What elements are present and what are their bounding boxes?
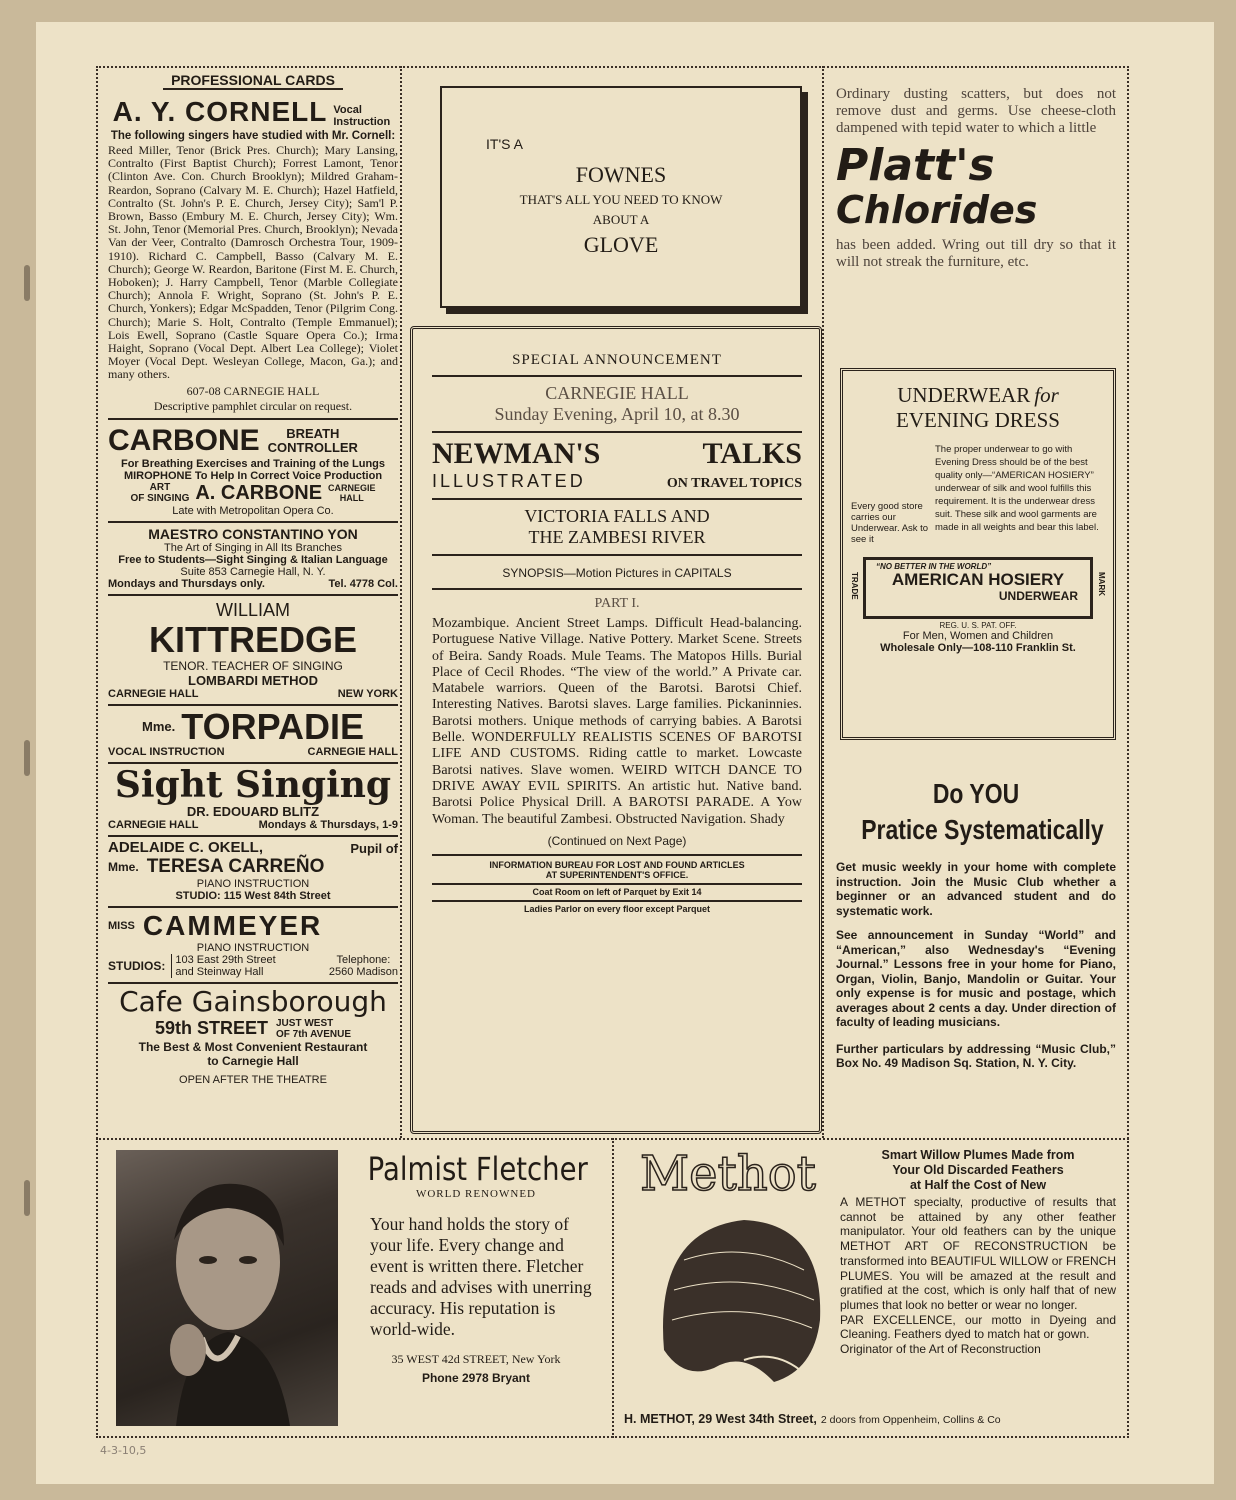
underwear-l2: Wholesale Only—108-110 Franklin St. [880, 642, 1076, 654]
cammeyer-prefix: MISS [108, 919, 135, 932]
right-column [836, 86, 1116, 271]
carbone-name2: A. CARBONE [195, 481, 323, 504]
cornell-note: Descriptive pamphlet circular on request. [153, 398, 353, 413]
fownes-l2: FOWNES [575, 162, 667, 187]
professional-cards-header: PROFESSIONAL CARDS [163, 72, 343, 90]
announce-t3: ILLUSTRATED [432, 471, 586, 491]
cornell-card [108, 96, 398, 414]
carbone-art1: ART [149, 482, 171, 494]
label-l1: “NO BETTER IN THE WORLD” [876, 562, 992, 571]
fletcher-sub: WORLD RENOWNED [415, 1188, 536, 1200]
announcement [432, 352, 802, 914]
cornell-name: A. Y. CORNELL [112, 96, 328, 127]
divider [432, 554, 802, 556]
sight-singing-card [108, 763, 398, 831]
carbone-line3: Late with Metropolitan Opera Co. [172, 504, 334, 517]
sight-l2b: Mondays & Thursdays, 1-9 [258, 818, 398, 831]
cafe-gainsborough-card [108, 986, 398, 1086]
platts-ad [836, 86, 1116, 271]
underwear-t1: UNDERWEAR [897, 383, 1031, 407]
cammeyer-a2: and Steinway Hall [175, 965, 264, 978]
cafe-just1: JUST WEST [276, 1017, 334, 1029]
cornell-address: 607-08 CARNEGIE HALL [186, 383, 320, 398]
announce-body: Mozambique. Ancient Street Lamps. Difficult Head-balancing. Portuguese Native Village. Native Pottery. Market Scene. Streets of Beira. Sandy Roads. Mule Teams. The Matopos Hills. Burial Place of Cecil Rhodes. “The view of the world.” A Private car. Matabele warriors. Queen of the Barotsi. Barotsi Chief. Interesting Natives. Barotsi slaves. Large families. Pickaninnies. Barotsi mothers. Unique methods of carrying babies. A Barotsi Belle. WONDERFULLY REALISTIS SCENES OF BAROTSI LIFE AND CUSTOMS. Riding cattle to market. Lowcaste Barotsi natives. Slave women. WEIRD WITCH DANCE TO DRIVE AWAY EVIL SPIRITS. An artistic hut. Native band. Barotsi Police Physical Drill. A BAROTSI PARADE. A Yow Woman. The beautiful Zambesi. Obstructed Navigation. Shady [432, 616, 802, 827]
underwear-t1b: for [1034, 383, 1059, 407]
torpadie-l1b: CARNEGIE HALL [307, 745, 398, 758]
announce-header: SPECIAL ANNOUNCEMENT [512, 352, 722, 368]
divider [432, 854, 802, 856]
cammeyer-t2: 2560 Madison [328, 965, 398, 978]
methot-logo: Methot [640, 1146, 816, 1202]
underwear-body: The proper underwear to go with Evening Dress should be of the best quality only—“AMERICAN HOSIERY” underwear of silk and wool fulfills this requirement. It is the underwear dress suit. These silk and wool garments are made in all weights and bear this label. [935, 444, 1099, 533]
announce-part: PART I. [594, 596, 640, 611]
methot-addr-a: H. METHOT, 29 West 34th Street, [624, 1412, 817, 1426]
fletcher-body: Your hand holds the story of your life. Every change and event is written there. Fletcher reads and advises with unerring accuracy. His reputation is world-wide. [370, 1214, 592, 1339]
pencil-note: 4-3-10,5 [100, 1444, 147, 1457]
cafe-title: Cafe Gainsborough [119, 984, 387, 1018]
column-divider [822, 66, 824, 1138]
okell-pupil: Pupil of [350, 840, 398, 856]
binder-hole [24, 1180, 30, 1216]
announce-t1: NEWMAN'S [432, 437, 601, 470]
methot-illustration [624, 1148, 838, 1404]
methot-address [624, 1410, 1124, 1428]
okell-prefix: Mme. [108, 859, 139, 874]
label-mark: MARK [1097, 572, 1106, 596]
fownes-l4: ABOUT A [592, 212, 650, 227]
divider [108, 521, 398, 523]
underwear-t2: EVENING DRESS [896, 408, 1060, 432]
cammeyer-l1: PIANO INSTRUCTION [196, 941, 310, 954]
kittredge-card [108, 600, 398, 700]
binder-hole [24, 265, 30, 301]
announce-ladies: Ladies Parlor on every floor except Parquet [523, 903, 711, 914]
platts-brand1: Platt's [836, 140, 995, 191]
announce-synopsis: SYNOPSIS—Motion Pictures in CAPITALS [502, 566, 732, 580]
torpadie-l1a: VOCAL INSTRUCTION [108, 745, 225, 758]
yon-card [108, 526, 398, 590]
label-trade: TRADE [850, 572, 859, 600]
label-l3: UNDERWEAR [998, 589, 1078, 603]
torpadie-name: TORPADIE [181, 705, 364, 747]
divider [108, 418, 398, 420]
fletcher-addr: 35 WEST 42d STREET, New York [391, 1352, 561, 1366]
yon-l3: Suite 853 Carnegie Hall, N. Y. [180, 565, 326, 578]
announce-info2: AT SUPERINTENDENT'S OFFICE. [545, 869, 689, 880]
kittredge-l2: LOMBARDI METHOD [188, 672, 318, 688]
carbone-hall1: CARNEGIE [328, 483, 376, 494]
divider [108, 906, 398, 908]
torpadie-card [108, 705, 398, 758]
methot-body: A METHOT specialty, productive of results that cannot be attained by any other feather manipulator. Your old feathers can by the unique METHOT ART OF RECONSTRUCTION be transformed into BEAUTIFUL WILLOW or FRENCH PLUMES. You will be amazed at the result and gratified at the cost, which is only half that of new plumes that look no better or wear no longer. [840, 1195, 1116, 1312]
carbone-card [108, 424, 398, 517]
kittredge-l3a: CARNEGIE HALL [108, 687, 199, 700]
cammeyer-t1: Telephone: [336, 953, 391, 966]
carbone-tag1: BREATH [286, 425, 340, 441]
carbone-line1: For Breathing Exercises and Training of the Lungs [120, 457, 386, 470]
divider [432, 900, 802, 902]
yon-l2: Free to Students—Sight Singing & Italian Language [118, 553, 388, 566]
underwear-l1: For Men, Women and Children [902, 630, 1054, 642]
divider [432, 431, 802, 433]
platts-top: Ordinary dusting scatters, but does not remove dust and germs. Use cheese-cloth dampened with tepid water to which a little [836, 86, 1116, 136]
cornell-body: Reed Miller, Tenor (Brick Pres. Church); Mary Lansing, Contralto (First Baptist Church); Forrest Lamont, Tenor (Clinton Ave. Con. Church Brooklyn); Mildred Graham-Reardon, Soprano (Calvary M. E. Church); Hazel Hatfield, Contralto (St. John's P. E. Church, Jersey City); Sam'l P. Brown, Basso (Embury M. E. Church, Jersey City); Wm. St. John, Tenor (Memorial Pres. Church, Brooklyn); Nevada Van der Veer, Contralto (Damrosch Orchestra Tour, 1909-1910). Richard C. Campbell, Basso (Calvary M. E. Church); George W. Reardon, Baritone (First M. E. Church, Hoboken); J. Harry Campbell, Tenor (Marble Collegiate Church); Annola F. Wright, Soprano (St. John's P. E. Church, Yonkers); Edgar McSpadden, Tenor (Pilgrim Cong. Church); Marie S. Holt, Contralto (Temple Emmanuel); Lois Ewell, Soprano (Castle Square Opera Co.); Irma Haight, Soprano (Vocal Dept. Albert Lea College); Violet Moyer (Vocal Dept. Wesleyan College, Macon, Ga.); and many others. [108, 143, 398, 382]
platts-bottom: has been added. Wring out till dry so that it will not streak the furniture, etc. [836, 237, 1116, 270]
yon-l4b: Tel. 4778 Col. [328, 577, 398, 590]
carbone-tag2: CONTROLLER [267, 439, 358, 455]
announce-continued: (Continued on Next Page) [547, 833, 687, 848]
cafe-l3: OPEN AFTER THE THEATRE [179, 1073, 327, 1086]
binder-hole [24, 740, 30, 776]
fownes-l1: IT'S A [486, 136, 523, 152]
okell-card [108, 839, 398, 902]
divider [432, 883, 802, 885]
underwear-reg: REG. U. S. PAT. OFF. [939, 621, 1017, 630]
kittredge-last: KITTREDGE [148, 618, 357, 660]
announce-when: Sunday Evening, April 10, at 8.30 [494, 404, 740, 424]
divider [108, 835, 398, 837]
fletcher-phone: Phone 2978 Bryant [421, 1371, 531, 1385]
divider [432, 588, 802, 590]
cafe-just2: OF 7th AVENUE [276, 1028, 352, 1040]
music-h1: Do YOU [932, 778, 1020, 809]
methot-p3: Originator of the Art of Reconstruction [840, 1342, 1041, 1357]
cornell-intro: The following singers have studied with Mr. Cornell: [110, 130, 396, 142]
kittredge-first: WILLIAM [215, 599, 290, 620]
carbone-art2: OF SINGING [130, 493, 190, 505]
announce-info1: INFORMATION BUREAU FOR LOST AND FOUND ARTICLES [489, 859, 745, 870]
fletcher-portrait [116, 1150, 338, 1426]
music-p3: Further particulars by addressing “Music Club,” Box No. 49 Madison Sq. Station, N. Y. City. [836, 1041, 1116, 1070]
fownes-l3: THAT'S ALL YOU NEED TO KNOW [519, 192, 723, 207]
okell-teacher: TERESA CARREÑO [146, 855, 325, 877]
divider [108, 594, 398, 596]
cornell-role: Vocal Instruction [333, 104, 391, 128]
cammeyer-a1: 103 East 29th Street [175, 953, 276, 966]
sight-l1: DR. EDOUARD BLITZ [186, 803, 320, 819]
announce-coat: Coat Room on left of Parquet by Exit 14 [532, 886, 702, 897]
sight-l2a: CARNEGIE HALL [108, 818, 199, 831]
fletcher-title: Palmist Fletcher [367, 1150, 588, 1188]
american-hosiery-label [850, 557, 1106, 619]
cafe-l2: to Carnegie Hall [207, 1053, 299, 1068]
music-p2: See announcement in Sunday “World” and “American,” also Wednesday's “Evening Journal.” Lessons free in your home for Piano, Organ, Violin, Banjo, Mandolin or Guitar. Your only expense is for music and postage, which averages about 2 cents a day. Under direction of faculty of leading musicians. [836, 928, 1116, 1029]
american-hosiery-ad [840, 368, 1116, 740]
announce-sub1: VICTORIA FALLS AND [524, 506, 710, 526]
sight-title: Sight Singing [114, 763, 392, 806]
methot-h2: Your Old Discarded Feathers [892, 1163, 1064, 1177]
music-h2: Pratice Systematically [861, 814, 1104, 845]
bottom-column-divider [612, 1138, 614, 1438]
fownes-l5: GLOVE [583, 232, 659, 257]
methot-h1: Smart Willow Plumes Made from [881, 1148, 1075, 1162]
column-divider [400, 66, 402, 1138]
announce-t4: ON TRAVEL TOPICS [666, 476, 802, 491]
cammeyer-card [108, 910, 398, 978]
carbone-line2: MIROPHONE To Help In Correct Voice Production [123, 469, 383, 482]
cammeyer-studios: STUDIOS: [108, 958, 166, 973]
divider [108, 982, 398, 984]
methot-text [840, 1148, 1116, 1357]
yon-name: MAESTRO CONSTANTINO YON [148, 525, 358, 542]
left-column [108, 72, 398, 1086]
music-club-ad [836, 778, 1116, 1071]
cafe-street: 59th STREET [154, 1018, 268, 1039]
announce-venue: CARNEGIE HALL [545, 383, 689, 403]
yon-l1: The Art of Singing in All Its Branches [164, 541, 342, 554]
okell-l1: PIANO INSTRUCTION [196, 877, 310, 890]
underwear-side: Every good store carries our Underwear. Ask to see it [851, 501, 929, 545]
cafe-l1: The Best & Most Convenient Restaurant [138, 1039, 368, 1054]
yon-l4a: Mondays and Thursdays only. [108, 577, 265, 590]
fownes-ad [440, 86, 802, 308]
platts-brand2: Chlorides [836, 188, 1038, 232]
portrait-illustration [116, 1150, 338, 1426]
label-l2: AMERICAN HOSIERY [891, 570, 1065, 589]
music-p1: Get music weekly in your home with complete instruction. Join the Music Club whether a beginner or an advanced student and do systematic work. [836, 860, 1116, 918]
carbone-hall2: HALL [339, 493, 364, 504]
torpadie-prefix: Mme. [142, 719, 176, 735]
methot-addr-b: 2 doors from Oppenheim, Collins & Co [820, 1414, 1001, 1426]
cammeyer-name: CAMMEYER [142, 909, 323, 941]
announce-t2: TALKS [702, 437, 802, 470]
palmist-fletcher-ad [350, 1150, 602, 1385]
divider [432, 498, 802, 500]
announce-sub2: THE ZAMBESI RIVER [528, 527, 706, 547]
divider [432, 375, 802, 377]
carbone-name: CARBONE [108, 423, 260, 457]
methot-p2: PAR EXCELLENCE, our motto in Dyeing and Cleaning. Feathers dyed to match hat or gown. [840, 1312, 1116, 1342]
okell-name: ADELAIDE C. OKELL, [108, 838, 264, 856]
methot-h3: at Half the Cost of New [909, 1178, 1047, 1192]
wig-illustration [624, 1200, 838, 1400]
kittredge-l3b: NEW YORK [337, 687, 398, 700]
kittredge-l1: TENOR. TEACHER OF SINGING [163, 658, 343, 673]
okell-l2: STUDIO: 115 West 84th Street [175, 889, 331, 902]
